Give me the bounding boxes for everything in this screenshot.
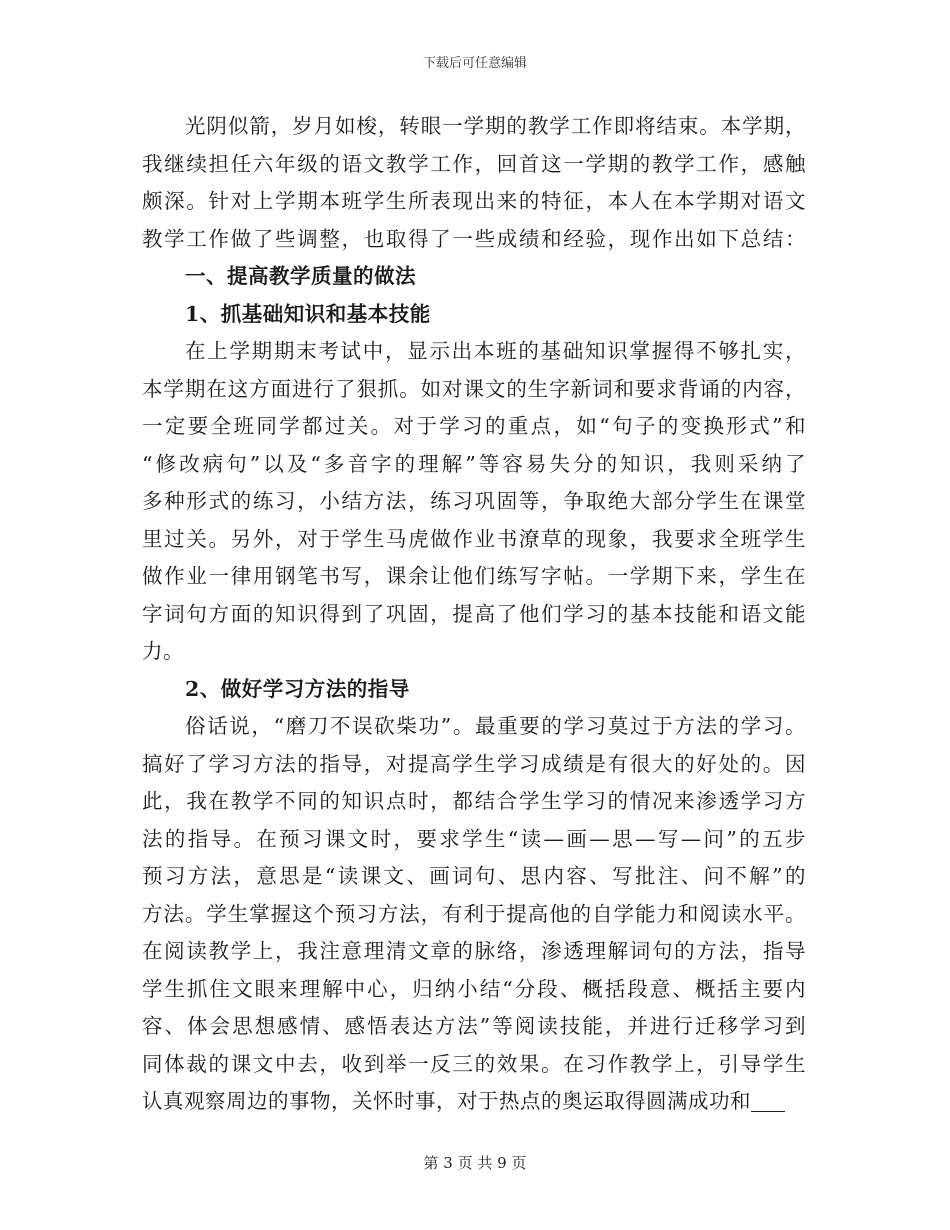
- paragraph-line: 容、体会思想感情、感悟表达方法”等阅读技能，并进行迁移学习到: [142, 1014, 806, 1038]
- fill-in-blank: [751, 1091, 785, 1113]
- paragraph-line: “修改病句”以及“多音字的理解”等容易失分的知识，我则采纳了: [142, 451, 806, 476]
- paragraph-line: 字词句方面的知识得到了巩固，提高了他们学习的基本技能和语文能: [142, 601, 806, 626]
- page-header: 下载后可任意编辑: [422, 56, 527, 71]
- paragraph-line: 搞好了学习方法的指导，对提高学生学习成绩是有很大的好处的。因: [142, 751, 806, 776]
- paragraph-line: 本学期在这方面进行了狠抓。如对课文的生字新词和要求背诵的内容，: [142, 376, 806, 401]
- paragraph-line: 光阴似箭，岁月如梭，转眼一学期的教学工作即将结束。本学期，: [185, 114, 806, 138]
- paragraph-line: 此，我在教学不同的知识点时，都结合学生学习的情况来渗透学习方: [142, 789, 806, 813]
- subsection-heading: 2、做好学习方法的指导: [185, 676, 410, 701]
- paragraph-line: 做作业一律用钢笔书写，课余让他们练写字帖。一学期下来，学生在: [142, 564, 806, 588]
- paragraph-line: 同体裁的课文中去，收到举一反三的效果。在习作教学上，引导学生: [142, 1051, 806, 1076]
- paragraph-line: 俗话说，“磨刀不误砍柴功”。最重要的学习莫过于方法的学习。: [185, 714, 806, 738]
- paragraph-line: 预习方法，意思是“读课文、画词句、思内容、写批注、问不解”的: [142, 864, 806, 888]
- paragraph-line: 在阅读教学上，我注意理清文章的脉络，渗透理解词句的方法，指导: [142, 939, 806, 963]
- paragraph-line: 法的指导。在预习课文时，要求学生“读—画—思—写—问”的五步: [142, 826, 806, 851]
- paragraph-line: 力。: [142, 639, 184, 663]
- paragraph-line: 颇深。针对上学期本班学生所表现出来的特征，本人在本学期对语文: [142, 189, 806, 213]
- paragraph-line-last: [142, 1083, 806, 1121]
- document-body: [142, 108, 806, 1121]
- page-number: 第 3 页 共 9 页: [423, 1154, 527, 1172]
- subsection-heading: 1、抓基础知识和基本技能: [185, 301, 431, 326]
- paragraph-line: 方法。学生掌握这个预习方法，有利于提高他的自学能力和阅读水平。: [142, 901, 806, 926]
- section-heading: 一、提高教学质量的做法: [185, 264, 416, 288]
- paragraph-line: 里过关。另外，对于学生马虎做作业书潦草的现象，我要求全班学生: [142, 526, 806, 551]
- paragraph-line: 我继续担任六年级的语文教学工作，回首这一学期的教学工作，感触: [142, 151, 806, 176]
- paragraph-line: 在上学期期末考试中，显示出本班的基础知识掌握得不够扎实，: [185, 339, 806, 363]
- paragraph-line-text: 认真观察周边的事物，关怀时事，对于热点的奥运取得圆满成功和: [142, 1089, 751, 1113]
- paragraph-line: 学生抓住文眼来理解中心，归纳小结“分段、概括段意、概括主要内: [142, 976, 806, 1001]
- paragraph-line: 一定要全班同学都过关。对于学习的重点，如“句子的变换形式”和: [142, 414, 806, 438]
- paragraph-line: 多种形式的练习，小结方法，练习巩固等，争取绝大部分学生在课堂: [142, 489, 806, 513]
- paragraph-line: 教学工作做了些调整，也取得了一些成绩和经验，现作出如下总结：: [142, 226, 806, 251]
